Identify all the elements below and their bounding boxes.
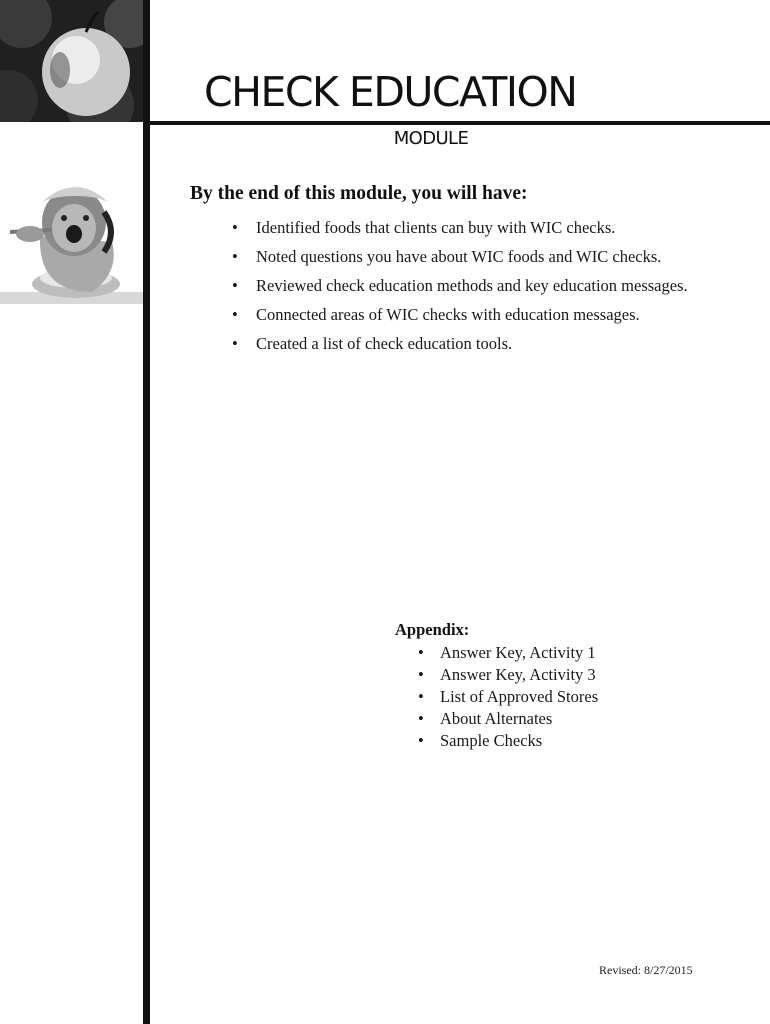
appendix-item: • About Alternates xyxy=(418,708,598,730)
appendix-item: • Answer Key, Activity 3 xyxy=(418,664,598,686)
objective-item: • Noted questions you have about WIC foods and WIC checks. xyxy=(232,242,688,271)
appendix-item: • Answer Key, Activity 1 xyxy=(418,642,598,664)
objectives-list xyxy=(232,213,688,358)
title-underline xyxy=(143,121,770,125)
revision-date: Revised: 8/27/2015 xyxy=(599,963,693,977)
child-eating-photo xyxy=(0,172,144,304)
appendix-list xyxy=(418,642,598,752)
objective-item: • Identified foods that clients can buy with WIC checks. xyxy=(232,213,688,242)
appendix-item: • Sample Checks xyxy=(418,730,598,752)
objective-item: • Connected areas of WIC checks with education messages. xyxy=(232,300,688,329)
appendix-heading: Appendix: xyxy=(395,620,470,639)
left-vertical-bar xyxy=(143,0,150,1024)
objective-item: • Created a list of check education tools. xyxy=(232,329,688,358)
apples-photo xyxy=(0,0,144,122)
objective-item: • Reviewed check education methods and key education messages. xyxy=(232,271,688,300)
appendix-item: • List of Approved Stores xyxy=(418,686,598,708)
objectives-intro: By the end of this module, you will have: xyxy=(190,183,528,204)
subtitle-text: MODULE xyxy=(393,128,469,149)
page-subtitle xyxy=(0,128,770,149)
page-title: CHECK EDUCATION xyxy=(204,68,577,116)
